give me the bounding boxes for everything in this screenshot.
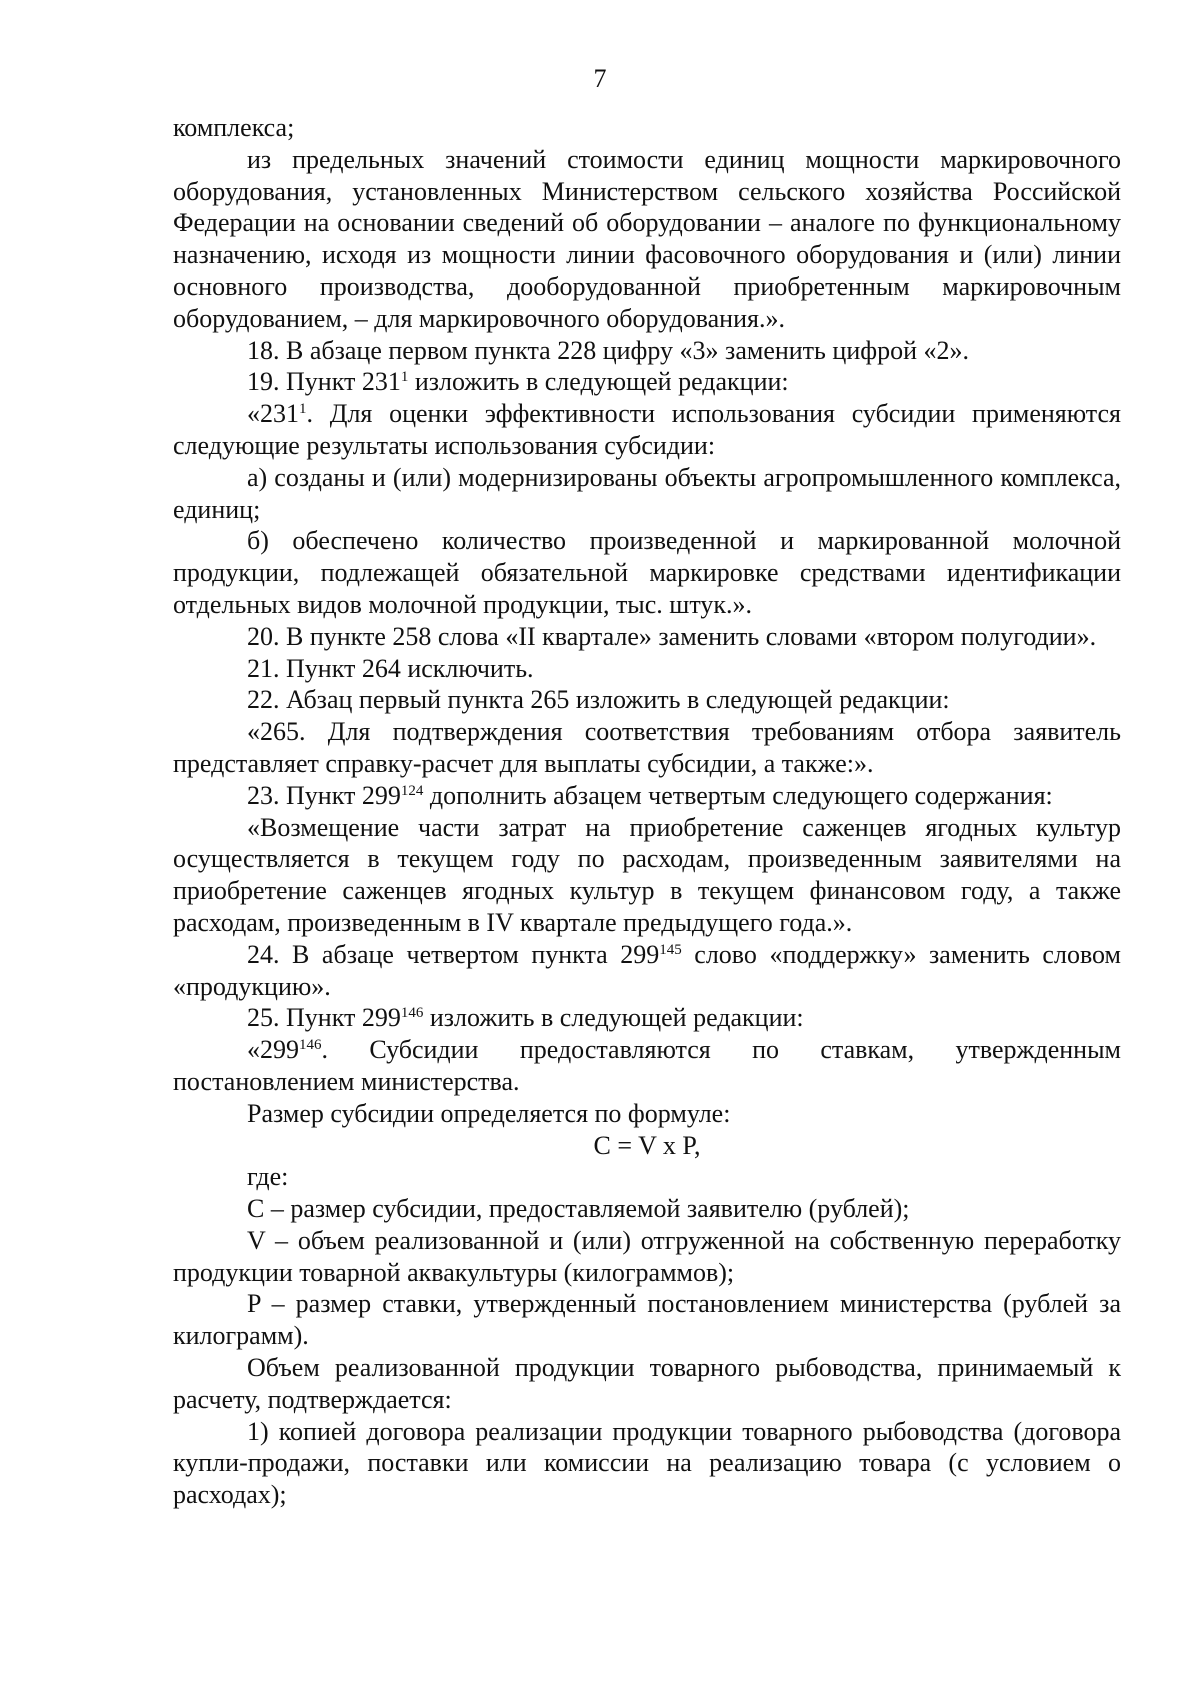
document-body [173,112,1121,1511]
formula: C = V x P, [593,1130,701,1160]
paragraph: P – размер ставки, утвержденный постановлением министерства (рублей за килограмм). [173,1289,1121,1351]
paragraph-text: изложить в следующей редакции: [423,1003,804,1033]
paragraph: б) обеспечено количество произведенной и маркированной молочной продукции, подлежащей обязательной маркировке средствами идентификации отдельных видов молочной продукции, тыс. штук.». [173,526,1121,619]
paragraph [173,939,1121,1003]
paragraph [173,1002,1121,1034]
paragraph: где: [247,1162,289,1192]
paragraph: C – размер субсидии, предоставляемой заявителю (рублей); [247,1194,910,1224]
paragraph: Объем реализованной продукции товарного рыбоводства, принимаемый к расчету, подтверждается: [173,1353,1121,1414]
superscript: 146 [299,1037,322,1054]
paragraph-text: . Субсидии предоставляются по ставкам, утвержденным постановлением министерства. [173,1035,1121,1096]
paragraph-text: 25. Пункт 299 [247,1003,401,1033]
paragraph-text: «231 [247,399,299,429]
paragraph-text: 19. Пункт 231 [247,367,401,397]
paragraph: «265. Для подтверждения соответствия требованиям отбора заявитель представляет справку-расчет для выплаты субсидии, а также:». [173,717,1121,778]
paragraph-text: дополнить абзацем четвертым следующего содержания: [423,780,1053,810]
paragraph-text: 23. Пункт 299 [247,780,401,810]
paragraph-text: «299 [247,1035,299,1065]
paragraph: 18. В абзаце первом пункта 228 цифру «3» заменить цифрой «2». [247,335,969,365]
paragraph: 1) копией договора реализации продукции товарного рыбоводства (договора купли-продажи, поставки или комиссии на реализацию товара (с условием о расходах); [173,1416,1121,1510]
paragraph: 20. В пункте 258 слова «II квартале» заменить словами «втором полугодии». [247,621,1097,651]
page-number: 7 [593,64,607,93]
paragraph: «Возмещение части затрат на приобретение саженцев ягодных культур осуществляется в текущем году по расходам, произведенным заявителями на приобретение саженцев ягодных культур в текущем финансовом году, а также расходам, произведенным в IV квартале предыдущего года.». [173,812,1121,937]
superscript: 1 [299,401,307,418]
paragraph [173,780,1121,812]
paragraph [173,1034,1121,1098]
paragraph [173,398,1121,462]
paragraph: комплекса; [173,113,295,142]
paragraph: 22. Абзац первый пункта 265 изложить в следующей редакции: [247,685,950,715]
superscript: 1 [400,369,409,386]
paragraph: из предельных значений стоимости единиц мощности маркировочного оборудования, установленных Министерством сельского хозяйства Российской Федерации на основании сведений об оборудовании – аналоге по функциональному назначению, исходя из мощности линии фасовочного оборудования и (или) линии основного производства, дооборудованной приобретенным маркировочным оборудованием, – для маркировочного оборудования.». [173,144,1121,333]
superscript: 124 [400,782,424,799]
paragraph-text: изложить в следующей редакции: [408,367,789,397]
paragraph: V – объем реализованной и (или) отгруженной на собственную переработку продукции товарной аквакультуры (килограммов); [173,1225,1121,1287]
paragraph [173,366,1121,398]
paragraph-text: . Для оценки эффективности использования субсидии применяются следующие результаты использования субсидии: [173,399,1121,460]
paragraph: 21. Пункт 264 исключить. [247,653,534,683]
superscript: 146 [400,1005,424,1022]
paragraph: Размер субсидии определяется по формуле: [247,1098,731,1128]
paragraph-text: 24. В абзаце четвертом пункта 299 [247,939,660,969]
superscript: 145 [659,941,682,958]
paragraph: а) созданы и (или) модернизированы объекты агропромышленного комплекса, единиц; [173,462,1121,524]
paragraph-text: слово «поддержку» заменить словом «продукцию». [173,939,1121,1001]
